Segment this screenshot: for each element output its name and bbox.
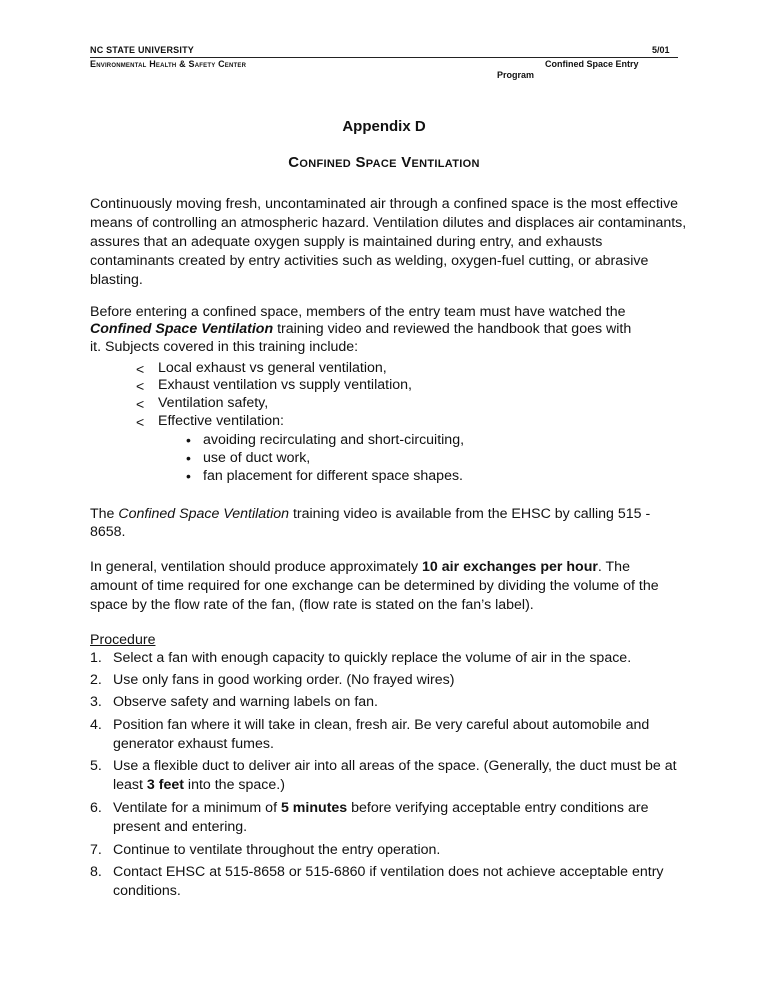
para4-prefix: In general, ventilation should produce approximately [90, 559, 423, 575]
appendix-label: Appendix D [342, 118, 426, 135]
para4-line3: space by the flow rate of the fan, (flow rate is stated on the fan’s label). [90, 597, 534, 613]
intro-paragraph: Continuously moving fresh, uncontaminated air through a confined space is the most effective means of controlling an atmospheric hazard. Ventilation dilutes and displaces air contaminants, assures that an adequate oxygen supply is maintained during entry, and exhausts contaminants created by entry activities such as welding, oxygen-fuel cutting, or abrasive blasting. [90, 196, 687, 288]
header-program-line1: Confined Space Entry [545, 59, 639, 69]
topic-marker: < [136, 414, 145, 430]
procedure-number: 8. [90, 864, 102, 880]
para3-rest: training video is available from the EHSC by calling 515 - [289, 506, 651, 522]
procedure-step: Observe safety and warning labels on fan. [113, 694, 378, 710]
para3-line1 [90, 505, 650, 524]
header-org: NC STATE UNIVERSITY [90, 45, 194, 55]
header-center: Environmental Health & Safety Center [90, 59, 247, 69]
procedure-number: 4. [90, 717, 102, 733]
topic-item: Effective ventilation: [158, 413, 284, 429]
step5-text-a: Use a flexible duct to deliver air into all areas of the space. (Generally, the duct must be at least [113, 758, 677, 793]
subtopic-bullet: • [186, 450, 191, 466]
header-program-line2: Program [497, 70, 535, 80]
subtopic-bullet: • [186, 468, 191, 484]
procedure-number: 1. [90, 650, 102, 666]
procedure-step: Position fan where it will take in clean, fresh air. Be very careful about automobile and generator exhaust fumes. [113, 717, 650, 752]
subtopic-bullet: • [186, 432, 191, 448]
procedure-number: 6. [90, 800, 102, 816]
topic-marker: < [136, 396, 145, 412]
air-exchange-rate: 10 air exchanges per hour [422, 559, 598, 575]
para4-line2: amount of time required for one exchange can be determined by dividing the volume of the [90, 578, 659, 594]
procedure-step: Contact EHSC at 515-8658 or 515-6860 if ventilation does not achieve acceptable entry conditions. [113, 864, 664, 899]
procedure-heading: Procedure [90, 632, 156, 648]
topic-item: Local exhaust vs general ventilation, [158, 360, 387, 376]
procedure-step: Use only fans in good working order. (No frayed wires) [113, 672, 455, 688]
header-date: 5/01 [652, 45, 670, 55]
para2-line2 [90, 320, 631, 339]
topic-item: Ventilation safety, [158, 395, 269, 411]
duct-distance: 3 feet [146, 777, 184, 793]
header-rule [90, 57, 678, 58]
subtopic-item: avoiding recirculating and short-circuiting, [203, 432, 465, 448]
procedure-number: 7. [90, 842, 102, 858]
procedure-step: Select a fan with enough capacity to quickly replace the volume of air in the space. [113, 650, 632, 666]
ventilation-duration: 5 minutes [280, 800, 348, 816]
para2-line3: it. Subjects covered in this training include: [90, 339, 359, 355]
procedure-step: Continue to ventilate throughout the entry operation. [113, 842, 441, 858]
para4-line1 [90, 558, 630, 577]
topic-marker: < [136, 378, 145, 394]
step5-text-b: into the space.) [183, 777, 285, 793]
para2-line2-rest: training video and reviewed the handbook that goes with [273, 321, 632, 337]
para2-line1: Before entering a confined space, members of the entry team must have watched the [90, 304, 626, 320]
para3-prefix: The [90, 506, 119, 522]
video-title-italic: Confined Space Ventilation [118, 506, 290, 522]
procedure-step [113, 757, 683, 795]
topic-item: Exhaust ventilation vs supply ventilation, [158, 377, 412, 393]
procedure-step [113, 799, 683, 837]
topic-marker: < [136, 361, 145, 377]
procedure-number: 2. [90, 672, 102, 688]
page-title: Confined Space Ventilation [288, 154, 480, 171]
video-title-bold: Confined Space Ventilation [90, 321, 274, 337]
subtopic-item: fan placement for different space shapes. [203, 468, 464, 484]
step6-text-a: Ventilate for a minimum of [113, 800, 281, 816]
para3-line2: 8658. [90, 524, 126, 540]
subtopic-item: use of duct work, [203, 450, 311, 466]
procedure-number: 3. [90, 694, 102, 710]
procedure-number: 5. [90, 758, 102, 774]
step6-text-b: before verifying acceptable entry conditions are present and entering. [113, 800, 649, 835]
para4-rest: . The [597, 559, 630, 575]
